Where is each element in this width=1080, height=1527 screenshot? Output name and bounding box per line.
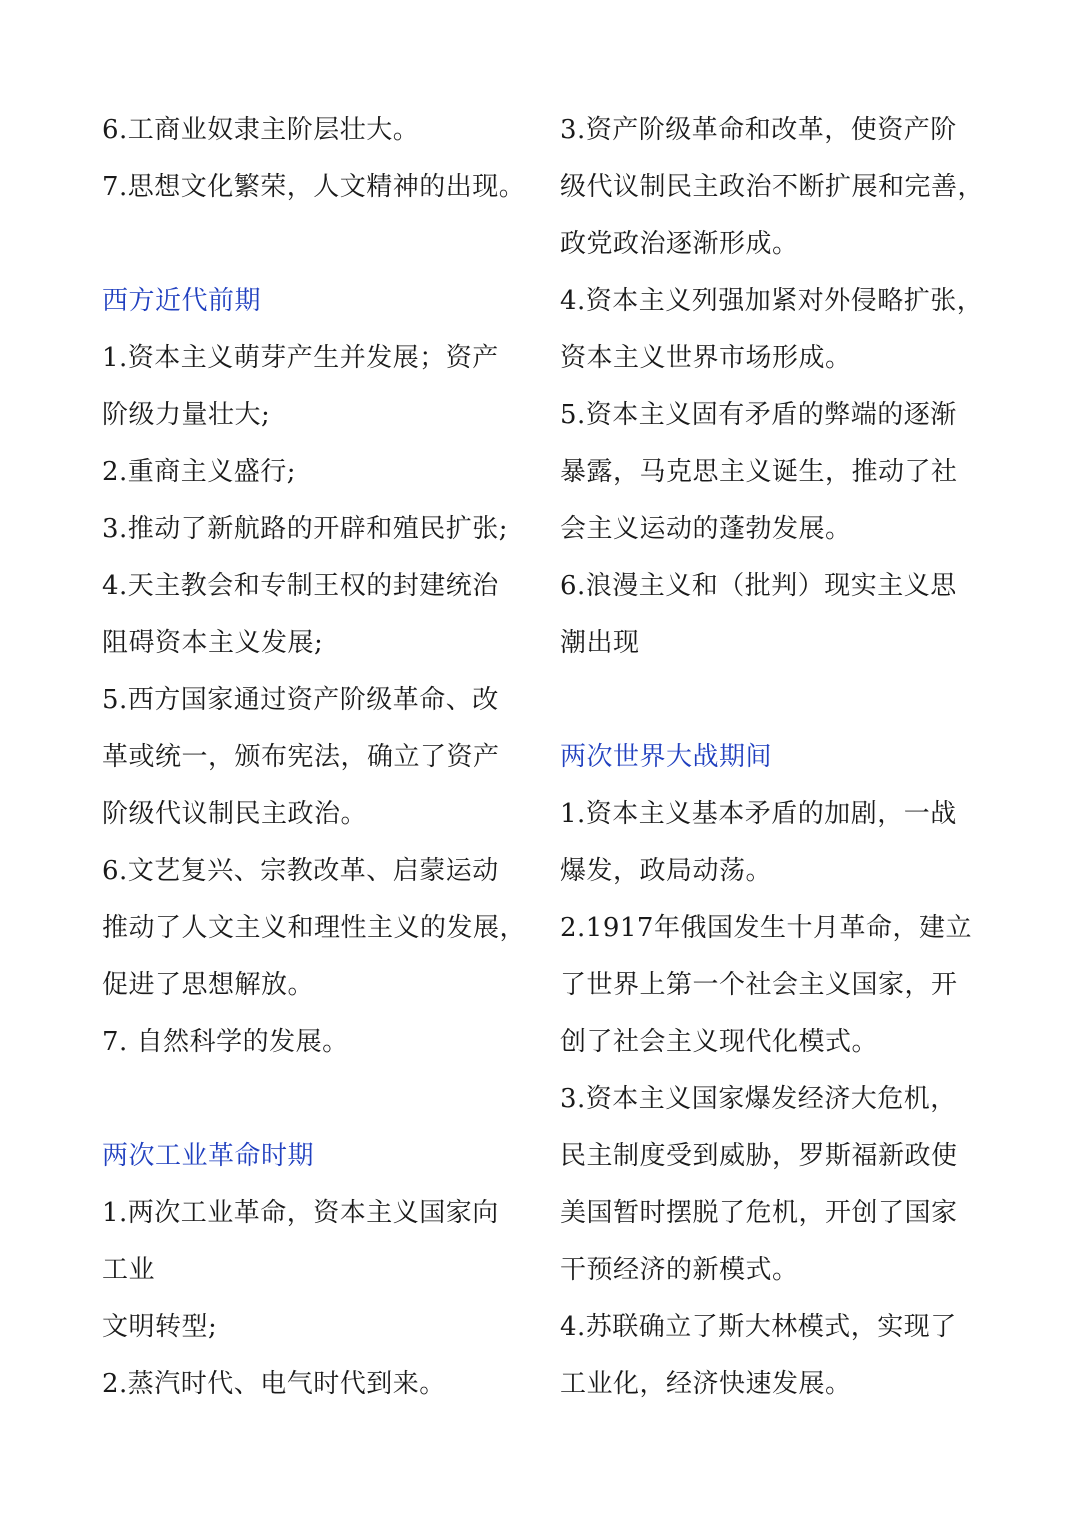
text-line: 级代议制民主政治不断扩展和完善， xyxy=(560,172,985,202)
text-line: 6.文艺复兴、宗教改革、启蒙运动 xyxy=(102,856,499,886)
text-line: 暴露，马克思主义诞生，推动了社 xyxy=(560,457,958,487)
text-line: 6.浪漫主义和（批判）现实主义思 xyxy=(560,571,957,601)
text-line: 爆发，政局动荡。 xyxy=(560,856,773,886)
section-heading-western-early: 西方近代前期 xyxy=(102,286,262,316)
text-line: 民主制度受到威胁，罗斯福新政使 xyxy=(560,1141,958,1171)
spacer xyxy=(102,1071,532,1128)
text-line: 阻碍资本主义发展; xyxy=(102,628,324,658)
text-line: 4.苏联确立了斯大林模式，实现了 xyxy=(560,1312,957,1342)
spacer xyxy=(560,672,990,729)
text-line: 创了社会主义现代化模式。 xyxy=(560,1027,879,1057)
text-line: 2.1917年俄国发生十月革命，建立 xyxy=(560,913,972,943)
text-line: 潮出现 xyxy=(560,628,640,658)
text-line: 推动了人文主义和理性主义的发展， xyxy=(102,913,527,943)
left-column xyxy=(102,102,532,1413)
text-line: 干预经济的新模式。 xyxy=(560,1255,799,1285)
text-line: 促进了思想解放。 xyxy=(102,970,315,1000)
section-heading-interwar: 两次世界大战期间 xyxy=(560,742,773,772)
text-line: 7. 自然科学的发展。 xyxy=(102,1027,349,1057)
text-line: 革或统一，颁布宪法，确立了资产 xyxy=(102,742,500,772)
text-line: 1.资本主义基本矛盾的加剧，一战 xyxy=(560,799,957,829)
text-line: 3.推动了新航路的开辟和殖民扩张; xyxy=(102,514,509,544)
text-line: 7.思想文化繁荣，人文精神的出现。 xyxy=(102,172,526,202)
text-line: 1.资本主义萌芽产生并发展；资产 xyxy=(102,343,499,373)
text-line: 文明转型; xyxy=(102,1312,218,1342)
text-line: 2.蒸汽时代、电气时代到来。 xyxy=(102,1369,446,1399)
spacer xyxy=(102,216,532,273)
text-line: 阶级代议制民主政治。 xyxy=(102,799,368,829)
text-line: 阶级力量壮大; xyxy=(102,400,271,430)
text-line: 4.资本主义列强加紧对外侵略扩张， xyxy=(560,286,984,316)
section-heading-industrial: 两次工业革命时期 xyxy=(102,1141,315,1171)
text-line: 政党政治逐渐形成。 xyxy=(560,229,799,259)
text-line: 美国暂时摆脱了危机，开创了国家 xyxy=(560,1198,958,1228)
text-line: 5.西方国家通过资产阶级革命、改 xyxy=(102,685,499,715)
text-line: 3.资产阶级革命和改革，使资产阶 xyxy=(560,115,957,145)
text-line: 1.两次工业革命，资本主义国家向 xyxy=(102,1198,499,1228)
right-column xyxy=(560,102,990,1413)
text-line: 4.天主教会和专制王权的封建统治 xyxy=(102,571,499,601)
text-line: 了世界上第一个社会主义国家，开 xyxy=(560,970,958,1000)
text-line: 3.资本主义国家爆发经济大危机， xyxy=(560,1084,957,1114)
text-line: 2.重商主义盛行; xyxy=(102,457,297,487)
text-line: 工业 xyxy=(102,1255,156,1285)
text-line: 6.工商业奴隶主阶层壮大。 xyxy=(102,115,420,145)
text-line: 工业化，经济快速发展。 xyxy=(560,1369,852,1399)
text-line: 5.资本主义固有矛盾的弊端的逐渐 xyxy=(560,400,957,430)
text-line: 资本主义世界市场形成。 xyxy=(560,343,852,373)
text-line: 会主义运动的蓬勃发展。 xyxy=(560,514,852,544)
